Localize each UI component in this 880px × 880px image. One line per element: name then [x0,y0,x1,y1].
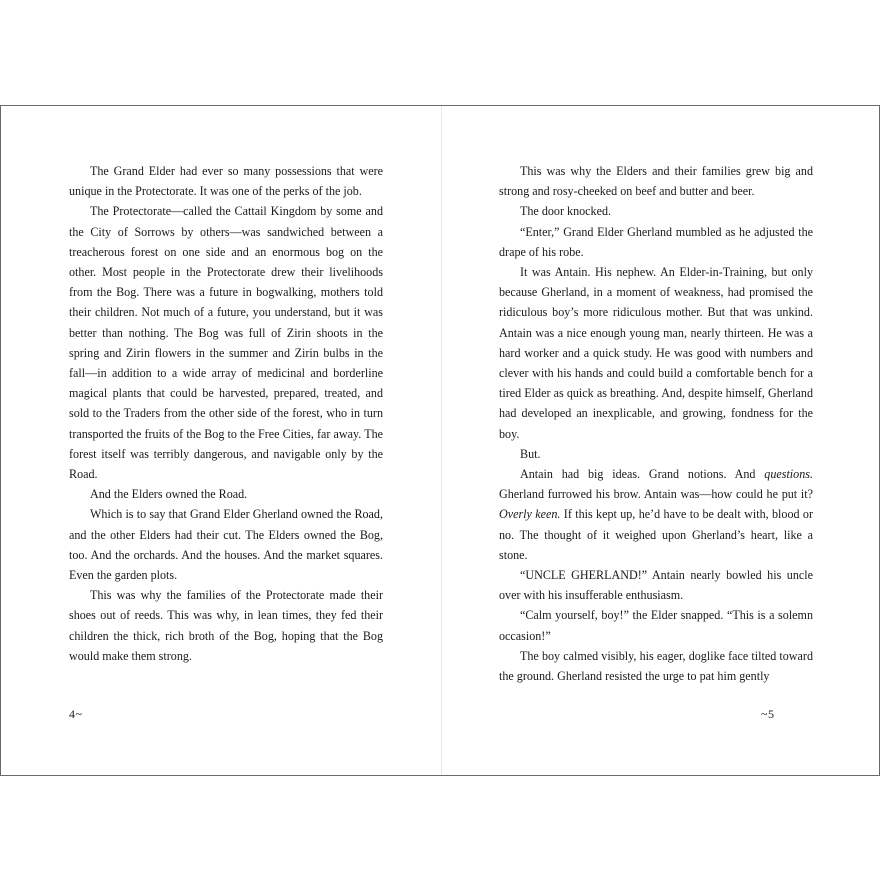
paragraph: The Grand Elder had ever so many possessions that were unique in the Protectorate. It was one of the perks of the job. [69,164,383,199]
page-gutter [441,106,442,775]
paragraph: Which is to say that Grand Elder Gherland owned the Road, and the other Elders had their cut. The Elders owned the Bog, too. And the orchards. And the houses. And the market squares. Even the garden plots. [69,507,383,583]
italic-text: Overly keen. [499,507,561,522]
paragraph: This was why the Elders and their families grew big and strong and rosy-cheeked on beef and butter and beer. [499,164,813,199]
text-run: Antain had big ideas. Grand notions. And [520,467,765,482]
paragraph: The door knocked. [520,204,612,219]
page-number-right: ~5 [761,707,775,721]
paragraph: “UNCLE GHERLAND!” Antain nearly bowled his uncle over with his insufferable enthusiasm. [499,568,813,603]
left-page-text [69,161,383,666]
paragraph: But. [520,446,541,461]
right-page-text [499,161,813,686]
paragraph: The boy calmed visibly, his eager, doglike face tilted toward the ground. Gherland resisted the urge to pat him gently [499,648,813,684]
text-run: Gherland furrowed his brow. Antain was—how could he put it? [499,487,813,502]
paragraph [499,464,813,565]
text-run: If this kept up, he’d have to be dealt with, blood or no. The thought of it weighed upon Gherland’s heart, like a stone. [499,507,813,562]
paragraph: And the Elders owned the Road. [90,487,248,502]
paragraph: “Enter,” Grand Elder Gherland mumbled as he adjusted the drape of his robe. [499,224,813,259]
page-number-left: 4~ [69,707,83,721]
italic-text: questions. [764,467,813,482]
paragraph: The Protectorate—called the Cattail Kingdom by some and the City of Sorrows by others—was sandwiched between a treacherous forest on one side and an enormous bog on the other. Most people in the Protectorate drew their livelihoods from the Bog. There was a future in bogwalking, mothers told their children. Not much of a future, you understand, but it was better than nothing. The Bog was full of Zirin shoots in the spring and Zirin flowers in the summer and Zirin bulbs in the fall—in addition to a wide array of medicinal and borderline magical plants that could be harvested, prepared, treated, and sold to the Traders from the other side of the forest, who in turn transported the fruits of the Bog to the Free Cities, far away. The forest itself was terribly dangerous, and navigable only by the Road. [69,204,383,482]
book-spread [0,105,880,776]
paragraph: This was why the families of the Protectorate made their shoes out of reeds. This was why, in lean times, they fed their children the thick, rich broth of the Bog, hoping that the Bog would make them strong. [69,588,383,663]
paragraph: It was Antain. His nephew. An Elder-in-Training, but only because Gherland, in a moment of weakness, had promised the ridiculous boy’s more ridiculous mother. But that was unkind. Antain was a nice enough young man, nearly thirteen. He was a hard worker and a quick study. He was good with numbers and clever with his hands and could build a comfortable bench for a tired Elder as quick as breathing. And, despite himself, Gherland had developed an inexplicable, and growing, fondness for the boy. [499,265,813,441]
paragraph: “Calm yourself, boy!” the Elder snapped. “This is a solemn occasion!” [499,608,813,643]
